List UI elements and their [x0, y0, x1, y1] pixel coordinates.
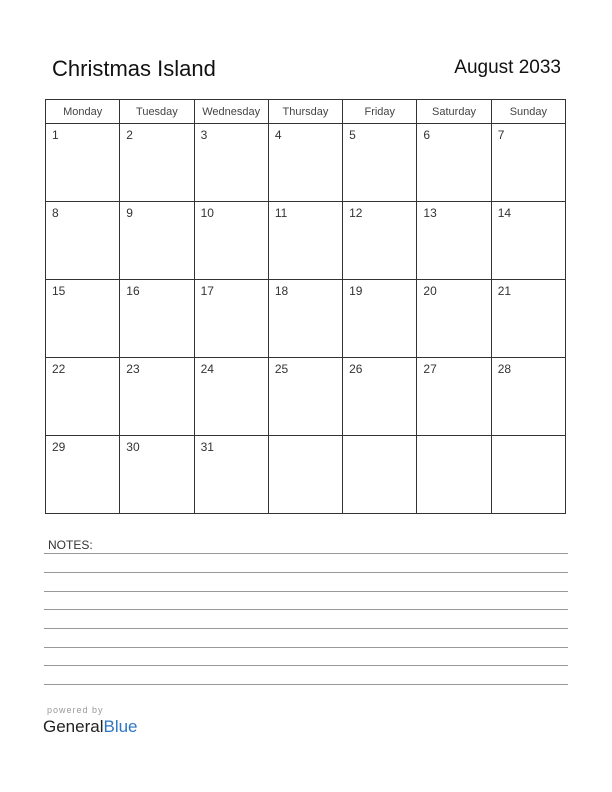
generalblue-logo [43, 717, 138, 737]
notes-line [44, 553, 568, 554]
day-cell [343, 124, 417, 202]
day-cell [46, 202, 120, 280]
day-cell [417, 358, 491, 436]
notes-line [44, 628, 568, 629]
day-number: 11 [274, 206, 288, 220]
day-cell [343, 202, 417, 280]
day-number: 7 [497, 128, 505, 142]
day-cell [268, 124, 342, 202]
notes-line [44, 665, 568, 666]
day-cell [491, 124, 565, 202]
weekday-wednesday: Wednesday [194, 100, 268, 124]
notes-line [44, 591, 568, 592]
week-row [46, 358, 566, 436]
day-number: 16 [126, 284, 140, 298]
day-number: 21 [497, 284, 512, 298]
day-number [417, 436, 490, 440]
weekday-sunday: Sunday [491, 100, 565, 124]
day-number: 18 [274, 284, 289, 298]
day-number: 15 [52, 284, 66, 298]
day-number: 28 [497, 362, 512, 376]
day-cell [491, 280, 565, 358]
day-number: 14 [497, 206, 512, 220]
week-row [46, 202, 566, 280]
day-number: 12 [349, 206, 363, 220]
day-number: 5 [349, 128, 356, 142]
day-cell [417, 280, 491, 358]
day-number: 19 [349, 284, 363, 298]
day-number: 1 [52, 128, 59, 142]
powered-by-text: powered by [47, 705, 104, 715]
day-number: 29 [52, 440, 66, 454]
day-number: 27 [423, 362, 437, 376]
day-cell [120, 202, 194, 280]
day-number: 10 [200, 206, 214, 220]
day-number: 22 [52, 362, 66, 376]
day-cell [120, 358, 194, 436]
day-cell [417, 436, 491, 514]
day-cell [120, 124, 194, 202]
brand-blue: Blue [103, 717, 138, 736]
day-number [343, 436, 416, 440]
day-cell [194, 280, 268, 358]
day-cell [194, 436, 268, 514]
day-number: 31 [200, 440, 214, 454]
week-row [46, 280, 566, 358]
weekday-thursday: Thursday [268, 100, 342, 124]
day-number: 4 [274, 128, 282, 142]
day-number: 2 [126, 128, 133, 142]
day-number: 24 [200, 362, 214, 376]
day-number [492, 436, 565, 440]
day-cell [491, 358, 565, 436]
weekday-friday: Friday [343, 100, 417, 124]
day-cell [343, 358, 417, 436]
day-cell [120, 436, 194, 514]
day-number: 30 [126, 440, 140, 454]
calendar-title: Christmas Island [52, 56, 216, 81]
day-number [269, 436, 342, 440]
week-row [46, 436, 566, 514]
notes-label: NOTES: [48, 538, 93, 552]
brand-general: General [43, 717, 104, 736]
day-number: 26 [349, 362, 363, 376]
day-number: 17 [200, 284, 214, 298]
day-number: 8 [52, 206, 59, 220]
day-number: 9 [126, 206, 133, 220]
day-cell [46, 358, 120, 436]
day-cell [491, 202, 565, 280]
notes-line [44, 572, 568, 573]
week-row [46, 124, 566, 202]
day-cell [491, 436, 565, 514]
day-cell [343, 436, 417, 514]
day-cell [417, 202, 491, 280]
notes-line [44, 609, 568, 610]
day-number: 20 [423, 284, 437, 298]
day-cell [268, 280, 342, 358]
day-cell [268, 202, 342, 280]
day-cell [46, 124, 120, 202]
day-cell [194, 358, 268, 436]
day-cell [343, 280, 417, 358]
day-number: 3 [200, 128, 208, 142]
day-number: 6 [423, 128, 431, 142]
day-cell [194, 124, 268, 202]
day-cell [46, 436, 120, 514]
day-cell [120, 280, 194, 358]
day-cell [268, 358, 342, 436]
weekday-saturday: Saturday [417, 100, 491, 124]
day-number: 23 [126, 362, 140, 376]
weekday-monday: Monday [46, 100, 120, 124]
day-cell [417, 124, 491, 202]
notes-line [44, 684, 568, 685]
weekday-tuesday: Tuesday [120, 100, 194, 124]
notes-line [44, 647, 568, 648]
day-number: 25 [274, 362, 289, 376]
day-number: 13 [423, 206, 437, 220]
day-cell [194, 202, 268, 280]
day-cell [268, 436, 342, 514]
calendar-grid [45, 99, 566, 514]
day-cell [46, 280, 120, 358]
calendar-month: August 2033 [454, 57, 561, 78]
weekday-header-row [46, 100, 566, 124]
